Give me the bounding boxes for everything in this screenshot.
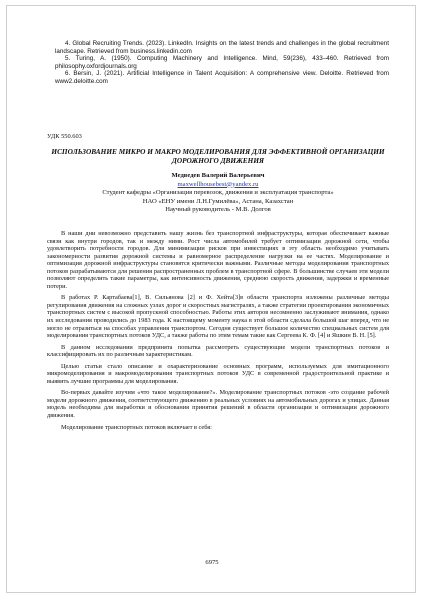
reference-list [55, 40, 389, 86]
body-paragraph: В данном исследовании предпринята попытка рассмотреть существующие модели транспортных потоков и классифицировать их по различным характеристикам. [47, 343, 389, 359]
author-name: Медведев Валерий Валерьевич [171, 172, 265, 179]
body-paragraph: В наши дни невозможно представить нашу жизнь без транспортной инфраструктуры, которая обеспечивает важные связи как внутри городов, так и между ними. Рост числа автомобилей требует оптимизации дорожной сети, чтобы удовлетворить потребности городов. Для минимизации рисков при инвестициях в эту область необходимо учитывать закономерности развития дорожной системы и равномерное распределение нагрузки на ее частях. Моделирование и оптимизация дорожной инфраструктуры становятся критически важными. Различные методы моделирования транспортных потоков разрабатываются для решения распространенных проблем в транспортной сфере. В большинстве случаев эти модели позволяют определить такие параметры, как интенсивность движения, среднюю скорость движения, задержки и временные потери. [47, 230, 389, 290]
author-institution: НАО «ЕНУ имени Л.Н.Гумилёва», Астана, Казахстан [142, 197, 294, 205]
body-paragraph: Во-первых давайте изучим «что такое моделирование?». Моделирование транспортных потоков -это создание рабочей модели дорожного движения, соответствующего движению в реальных условиях на автомобильных дорогах и улицах. Данная модель необходима для выработки и обоснования принятия решений в области организации и оптимизации дорожного движения. [47, 389, 389, 420]
body-paragraph: В работах Р. Картабаева[1], В. Сильянова [2] и Ф. Хейта[3]в области транспорта изложены различные методы регулирования движения на сложных узлах дорог и скоростных магистралях, а также стратегии проектирования экономичных транспортных систем с высокой пропускной способностью. Работы этих авторов несомненно заслуживают внимания, однако их исследования проводились до 1983 года. К настоящему моменту наука в этой области сделала большой шаг вперед, что не могло не отразиться на способах управления транспортом. Сегодня существует большое количество специальных систем для моделирования транспортных потоков УДС, а также работы по этим темам такие как Сергеева К. Ф. [4] и Яшкин В. Н. [5]. [47, 294, 389, 340]
author-email-link[interactable]: maxwellhousebest@yandex.ru [177, 180, 259, 188]
body-paragraph: Моделирование транспортных потоков включает в себя: [61, 423, 212, 431]
reference-item: 4. Global Recruiting Trends. (2023). LinkedIn. Insights on the latest trends and challenges in the global recruitment landscape. Retrieved from business.linkedin.com [55, 40, 389, 55]
udc-code: УДК 550.603 [47, 133, 82, 140]
author-affiliation: Студент кафедры «Организация перевозок, движения и эксплуатация транспорта» [102, 189, 334, 197]
article-title: ИСПОЛЬЗОВАНИЕ МИКРО И МАКРО МОДЕЛИРОВАНИЯ ДЛЯ ЭФФЕКТИВНОЙ ОРГАНИЗАЦИИ ДОРОЖНОГО ДВИЖЕНИЯ [51, 147, 385, 165]
page-number: 6975 [205, 559, 219, 566]
reference-item: 6. Bersin, J. (2021). Artificial Intelligence in Talent Acquisition: A comprehensive view. Deloitte. Retrieved from www2.deloitte.com [55, 70, 389, 85]
author-block [47, 172, 389, 215]
document-page [6, 5, 416, 593]
supervisor: Научный руководитель - М.В. Долгов [165, 206, 271, 214]
article-body [47, 230, 389, 435]
reference-item: 5. Turing, A. (1950). Computing Machinery and Intelligence. Mind, 59(236), 433–460. Retrieved from philosophy.oxfordjournals.org [55, 55, 389, 70]
body-paragraph: Целью статьи стало описание и охарактеризование основных программ, используемых для имитационного микромоделирования и макромоделирования транспортных потоков УДС в современной градостроительной практике и выявить лучшие программы для моделирования. [47, 362, 389, 385]
